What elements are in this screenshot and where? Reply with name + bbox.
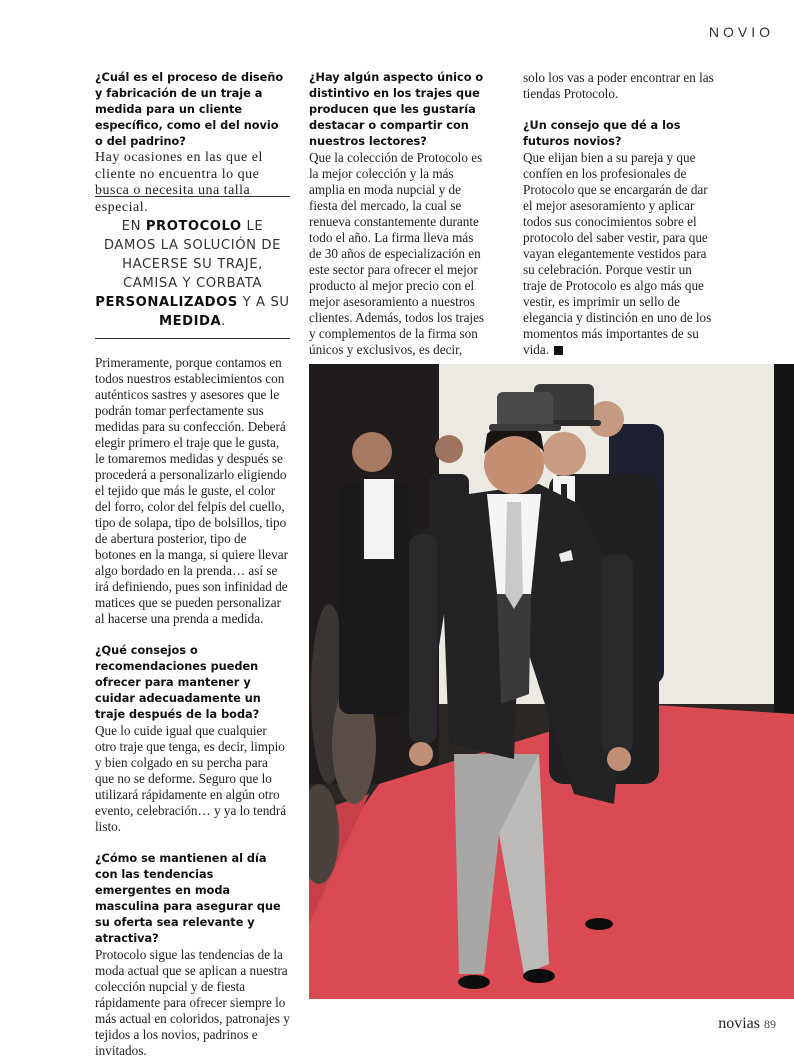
pull-quote-text: LE DAMOS LA SOLUCIÓN DE HACERSE SU TRAJE, CAMISA Y CORBATA bbox=[103, 219, 282, 291]
answer-final-text: Que elijan bien a su pareja y que confíen en los profesionales de Protocolo que se encargarán de dar el mejor asesoramiento y aplicar todos sus conocimientos sobre el protocolo del saber vestir, para que vayan elegantemente vestidos para su celebración. Porque vestir un traje de Protocolo es algo más que vestir, es imprimir un sello de elegancia y distinción en uno de los momentos más importantes de su vida. bbox=[523, 150, 712, 357]
pull-quote-bold: MEDIDA bbox=[159, 314, 222, 329]
question-heading: ¿Cuál es el proceso de diseño y fabricación de un traje a medida para un cliente específico, como el del novio o del padrino? bbox=[95, 71, 284, 148]
pull-quote bbox=[95, 196, 290, 339]
column-1-top bbox=[95, 70, 290, 216]
runway-photo bbox=[309, 364, 794, 999]
runway-illustration bbox=[309, 364, 794, 999]
magazine-name: novias bbox=[718, 1015, 760, 1032]
column-2 bbox=[309, 70, 489, 358]
section-label: NOVIO bbox=[708, 24, 774, 40]
answer-text: Que lo cuide igual que cualquier otro traje que tenga, es decir, limpio y bien colgado en su percha para que no se deforme. Seguro que lo utilizará rápidamente en algún otro evento, celebración… y ya lo tendrá listo. bbox=[95, 723, 287, 834]
answer-text: Que la colección de Protocolo es la mejor colección y la más amplia en moda nupcial y de fiesta del mercado, la cual se renueva constantemente durante todo el año. La firma lleva más de 30 años de especialización en este sector para ofrecer el mejor producto al mejor precio con el mejor asesoramiento a nuestros clientes. Además, todos los trajes y complementos de la firma son únicos y exclusivos, es decir, bbox=[309, 150, 485, 357]
answer-text: solo los vas a poder encontrar en las tiendas Protocolo. bbox=[523, 70, 714, 101]
pull-quote-text: EN bbox=[121, 219, 146, 234]
answer-text: Protocolo sigue las tendencias de la moda actual que se aplican a nuestra colección nupcial y de fiesta rápidamente para ofrecer siempre lo más actual en coloridos, patronajes y tejidos a los novios, padrinos e invitados. bbox=[95, 947, 290, 1058]
pull-quote-bold: PROTOCOLO bbox=[145, 219, 242, 234]
pull-quote-text: Y A SU bbox=[237, 295, 290, 310]
pull-quote-bold: PERSONALIZADOS bbox=[95, 295, 238, 310]
answer-text bbox=[523, 150, 715, 358]
column-3 bbox=[523, 70, 715, 358]
page-footer bbox=[718, 1015, 776, 1033]
question-heading: ¿Cómo se mantienen al día con las tendencias emergentes en moda masculina para asegurar que su oferta sea relevante y atractiva? bbox=[95, 852, 281, 945]
end-of-article-icon bbox=[554, 346, 563, 355]
pull-quote-text: . bbox=[221, 314, 226, 329]
question-heading: ¿Qué consejos o recomendaciones pueden ofrecer para mantener y cuidar adecuadamente un traje después de la boda? bbox=[95, 644, 261, 721]
answer-text: Primeramente, porque contamos en todos nuestros establecimientos con auténticos sastres y asesores que le podrán tomar perfectamente sus medidas para su confección. Deberá elegir primero el traje que le gusta, le tomaremos medidas y después se procederá a personalizarlo eligiendo el tejido que más le guste, el color del forro, color del felpis del cuello, tipo de solapa, tipo de bolsillos, tipo de abertura posterior, tipo de botones en la manga, si quiere llevar algo bordado en la prenda… así se irá definiendo, pues son infinidad de matices que se pueden personalizar al hacerse una prenda a medida. bbox=[95, 355, 288, 626]
answer-text: Hay ocasiones en las que el cliente no encuentra lo que busca o necesita una talla especial. bbox=[95, 150, 263, 215]
column-1-bottom bbox=[95, 355, 290, 1059]
question-heading: ¿Un consejo que dé a los futuros novios? bbox=[523, 119, 681, 148]
page-number: 89 bbox=[764, 1017, 776, 1031]
question-heading: ¿Hay algún aspecto único o distintivo en los trajes que producen que les gustaría destacar o compartir con nuestros lectores? bbox=[309, 71, 484, 148]
